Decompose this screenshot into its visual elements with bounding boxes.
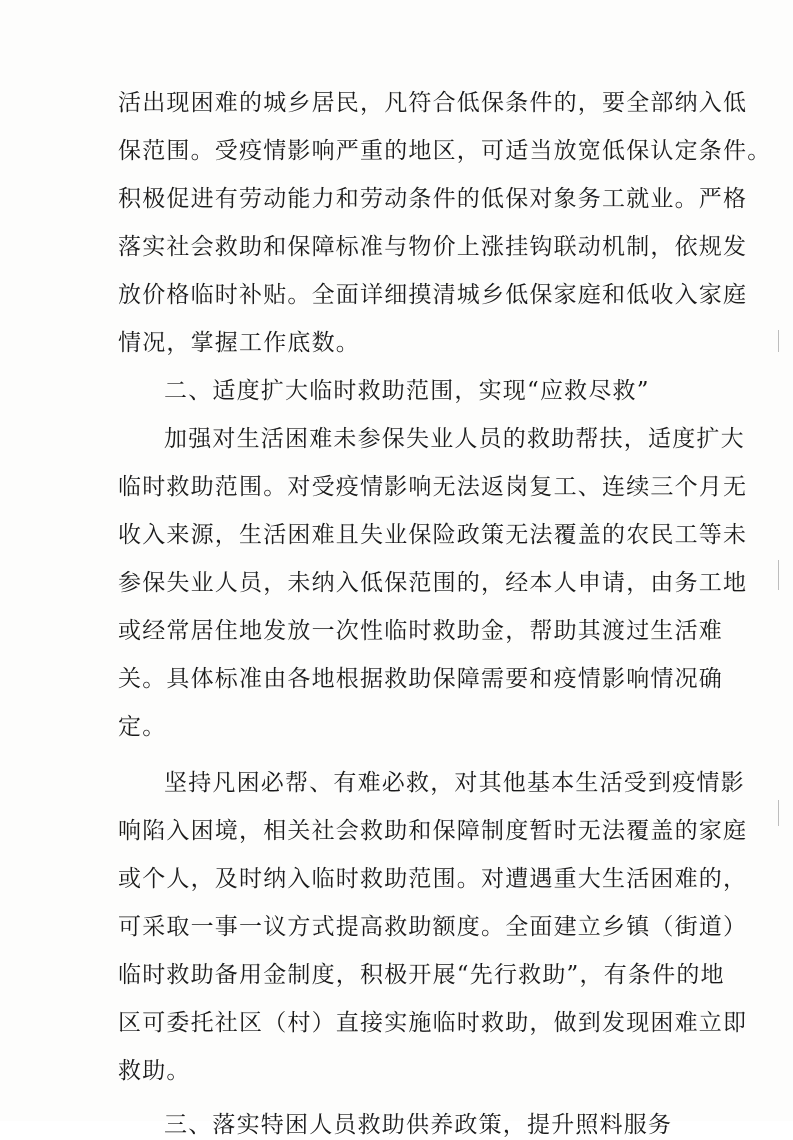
section-heading: 二、适度扩大临时救助范围，实现“应救尽救”: [164, 378, 650, 404]
text-line: 情况，掌握工作底数。: [118, 330, 360, 356]
text-line: 积极促进有劳动能力和劳动条件的低保对象务工就业。严格: [118, 186, 748, 212]
text-line: 临时救助范围。对受疫情影响无法返岗复工、连续三个月无: [118, 474, 748, 500]
text-line: 或经常居住地发放一次性临时救助金，帮助其渡过生活难: [118, 618, 723, 644]
text-line: 参保失业人员，未纳入低保范围的，经本人申请，由务工地: [118, 570, 748, 596]
text-line: 可采取一事一议方式提高救助额度。全面建立乡镇（街道）: [118, 914, 748, 940]
text-line: 或个人，及时纳入临时救助范围。对遭遇重大生活困难的，: [118, 866, 748, 892]
scan-edge-mark: [778, 800, 779, 826]
text-line: 区可委托社区（村）直接实施临时救助，做到发现困难立即: [118, 1010, 748, 1036]
text-line: 加强对生活困难未参保失业人员的救助帮扶，适度扩大: [164, 426, 745, 452]
text-line: 保范围。受疫情影响严重的地区，可适当放宽低保认定条件。: [118, 138, 772, 164]
text-line: 坚持凡困必帮、有难必救，对其他基本生活受到疫情影: [164, 770, 745, 796]
text-line: 救助。: [118, 1058, 191, 1084]
text-line: 放价格临时补贴。全面详细摸清城乡低保家庭和低收入家庭: [118, 282, 748, 308]
scan-edge-mark: [778, 560, 779, 590]
text-line: 落实社会救助和保障标准与物价上涨挂钩联动机制，依规发: [118, 234, 748, 260]
text-line: 活出现困难的城乡居民，凡符合低保条件的，要全部纳入低: [118, 90, 748, 116]
text-line: 收入来源，生活困难且失业保险政策无法覆盖的农民工等未: [118, 522, 748, 548]
text-line: 响陷入困境，相关社会救助和保障制度暂时无法覆盖的家庭: [118, 818, 748, 844]
text-line: 临时救助备用金制度，积极开展“先行救助”，有条件的地: [118, 962, 725, 988]
section-heading: 三、落实特困人员救助供养政策，提升照料服务: [164, 1112, 673, 1138]
text-line: 关。具体标准由各地根据救助保障需要和疫情影响情况确: [118, 666, 723, 692]
text-line: 定。: [118, 714, 167, 740]
scan-edge-mark: [778, 330, 779, 352]
